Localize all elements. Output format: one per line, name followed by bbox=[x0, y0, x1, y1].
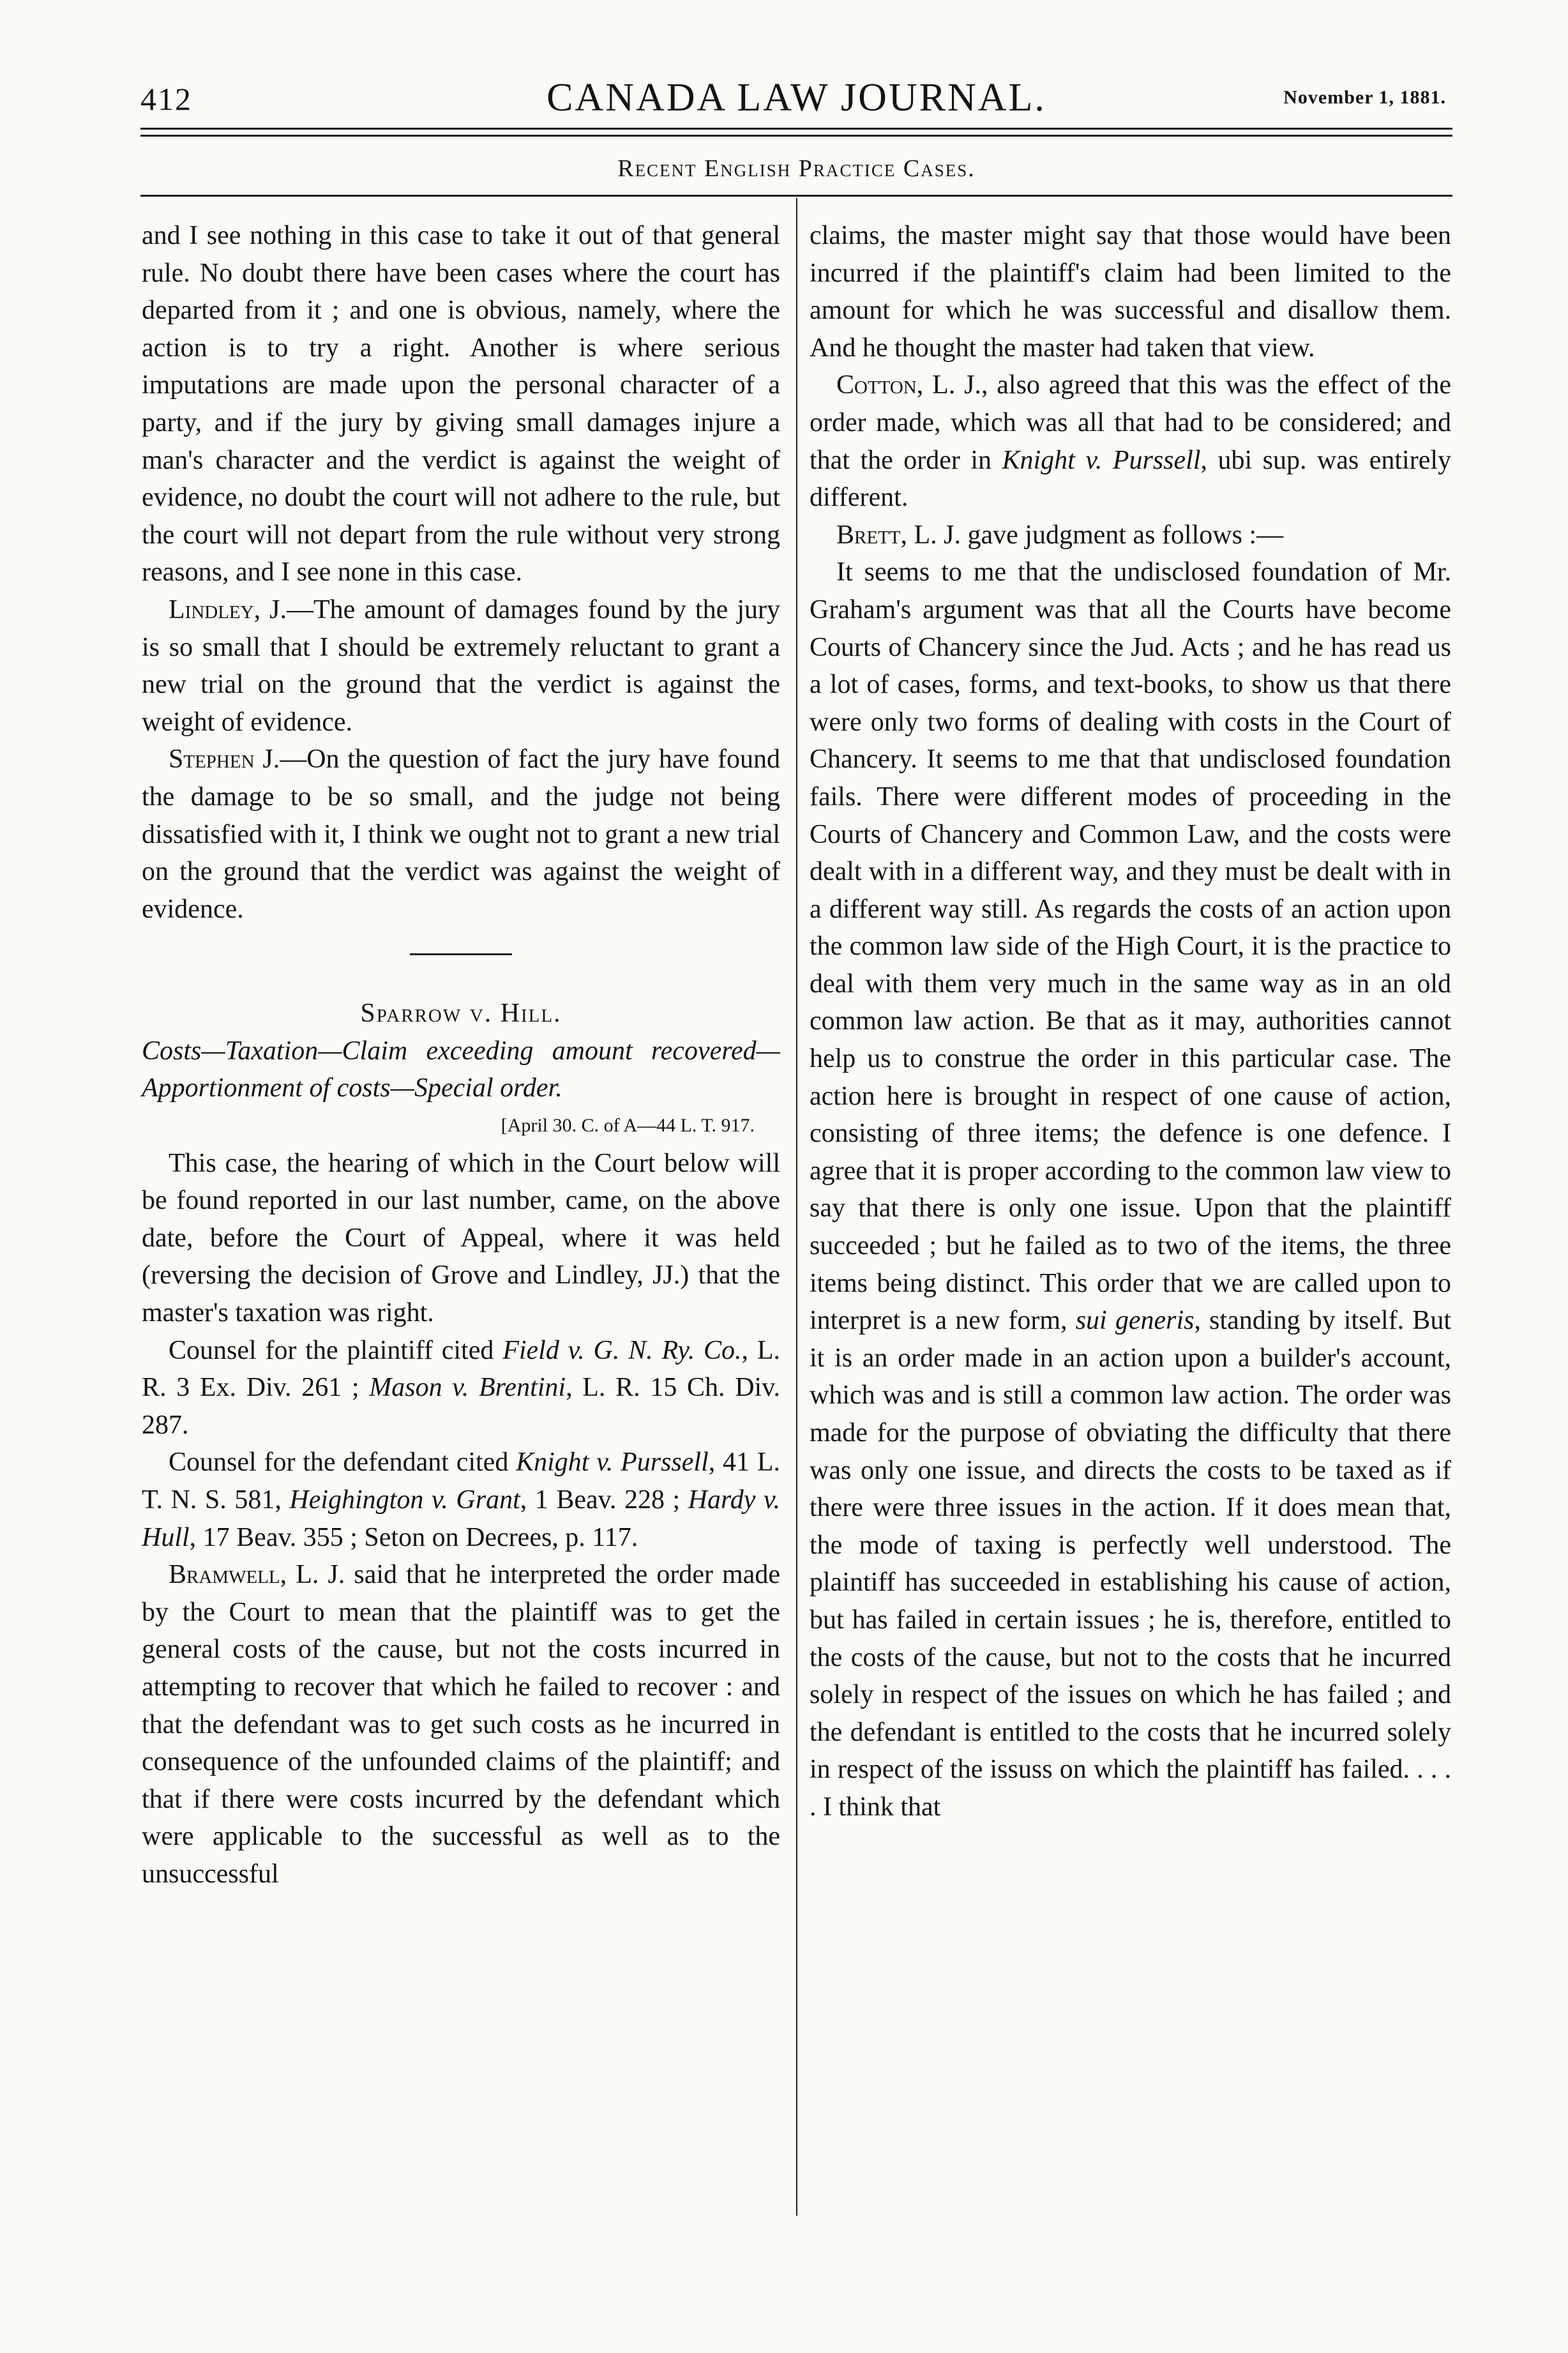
column-divider bbox=[796, 198, 797, 2216]
case-reference: Heighington v. Grant bbox=[289, 1485, 520, 1515]
case-reference: Mason v. Brentini bbox=[369, 1373, 566, 1403]
journal-title: CANADA LAW JOURNAL. bbox=[547, 76, 1046, 119]
judge-name: Stephen J. bbox=[169, 745, 280, 775]
paragraph: claims, the master might say that those would have been incurred if the plaintiff's claim had been limited to the amount for which he was successful and disallow them. And he thought the master had taken that view. bbox=[810, 221, 1451, 363]
judge-name: Lindley, J. bbox=[169, 594, 287, 624]
left-column bbox=[142, 217, 780, 1893]
paragraph: Counsel for the plaintiff cited Field v. G. N. Ry. Co., L. R. 3 Ex. Div. 261 ; Mason v. Brentini, L. R. 15 Ch. Div. 287. bbox=[142, 1335, 781, 1440]
case-title: Sparrow v. Hill. bbox=[360, 999, 562, 1029]
paragraph: Bramwell, L. J. said that he interpreted the order made by the Court to mean that the plaintiff was to get the general costs of the cause, but not the costs incurred in attempting to recover that which he failed to recover : and that the defendant was to get such costs as he incurred in consequence of the unfounded claims of the plaintiff; and that if there were costs incurred by the defendant which were applicable to the successful as well as to the unsuccessful bbox=[142, 1560, 780, 1889]
issue-date: November 1, 1881. bbox=[1283, 87, 1446, 108]
paragraph: Stephen J.—On the question of fact the jury have found the damage to be so small, and the judge not being dissatisfied with it, I think we ought not to grant a new trial on the ground that the verdict was against the weight of evidence. bbox=[142, 745, 780, 924]
case-reference: Knight v. Purssell bbox=[1002, 445, 1201, 475]
case-citation: [April 30. C. of A—44 L. T. 917. bbox=[501, 1115, 755, 1137]
paragraph: and I see nothing in this case to take it out of that general rule. No doubt there have been cases where the court has departed from it ; and one is obvious, namely, where the action is to try a right. Another is where serious imputations are made upon the personal character of a party, and if the jury by giving small damages injure a man's character and the verdict is against the weight of evidence, no doubt the court will not adhere to the rule, but the court will not depart from the rule without very strong reasons, and I see none in this case. bbox=[142, 221, 780, 587]
judge-name: Bramwell, L. J. bbox=[169, 1560, 345, 1590]
case-separator bbox=[410, 953, 512, 955]
judge-name: Brett, L. J. bbox=[836, 520, 961, 550]
section-rule bbox=[140, 195, 1452, 197]
paragraph: Cotton, L. J., also agreed that this was the effect of the order made, which was all that had to be considered; and that the order in Knight v. Purssell, ubi sup. was entirely different. bbox=[810, 370, 1451, 513]
judge-name: Cotton, L. J. bbox=[836, 370, 981, 400]
page-header bbox=[140, 75, 1452, 126]
case-reference: Knight v. Purssell bbox=[516, 1448, 709, 1478]
section-title: Recent English Practice Cases. bbox=[617, 155, 976, 182]
case-headnote: Costs—Taxation—Claim exceeding amount recovered—Apportionment of costs—Special order. bbox=[142, 1036, 780, 1103]
right-column bbox=[810, 217, 1451, 1826]
case-reference: Field v. G. N. Ry. Co. bbox=[502, 1335, 742, 1365]
paragraph: Brett, L. J. gave judgment as follows :— bbox=[836, 520, 1284, 550]
paragraph: It seems to me that the undisclosed foundation of Mr. Graham's argument was that all the Courts have become Courts of Chancery since the Jud. Acts ; and he has read us a lot of cases, forms, and text-books, to show us that there were only two forms of dealing with costs in the Court of Chancery. It seems to me that that undisclosed foundation fails. There were different modes of proceeding in the Courts of Chancery and Common Law, and the costs were dealt with in a different way, and they must be dealt with in a different way still. As regards the costs of an action upon the common law side of the High Court, it is the practice to deal with them very much in the same way as in an old common law action. Be that as it may, authorities cannot help us to construe the order in this particular case. The action here is brought in respect of one cause of action, consisting of three items; the defence is one defence. I agree that it is proper according to the common law view to say that there is only one issue. Upon that the plaintiff succeeded ; but he failed as to two of the items, the three items being distinct. This order that we are called upon to interpret is a new form, sui generis, standing by itself. But it is an order made in an action upon a builder's account, which was and is still a common law action. The order was made for the purpose of obviating the difficulty that there was only one issue, and directs the costs to be taxed as if there were three issues in the action. If it does mean that, the mode of taxing is perfectly well understood. The plaintiff has succeeded in establishing his cause of action, but has failed in certain issues ; he is, therefore, entitled to the costs of the cause, but not to the costs that he incurred solely in respect of the issues on which he has failed ; and the defendant is entitled to the costs that he incurred solely in respect of the issuss on which the plaintiff has failed. . . . . I think that bbox=[810, 557, 1451, 1822]
paragraph: Counsel for the defendant cited Knight v. Purssell, 41 L. T. N. S. 581, Heighington v. Grant, 1 Beav. 228 ; Hardy v. Hull, 17 Beav. 355 ; Seton on Decrees, p. 117. bbox=[142, 1448, 781, 1552]
paragraph: This case, the hearing of which in the Court below will be found reported in our last number, came, on the above date, before the Court of Appeal, where it was held (reversing the decision of Grove and Lindley, JJ.) that the master's taxation was right. bbox=[142, 1148, 780, 1328]
paragraph: Lindley, J.—The amount of damages found by the jury is so small that I should be extremely reluctant to grant a new trial on the ground that the verdict is against the weight of evidence. bbox=[142, 594, 780, 737]
page-number: 412 bbox=[140, 81, 192, 117]
case-reference: Hardy v. Hull bbox=[142, 1485, 780, 1552]
latin-phrase: sui generis bbox=[1075, 1306, 1195, 1336]
header-rule-bottom bbox=[140, 135, 1452, 137]
header-rule-top bbox=[140, 128, 1452, 130]
